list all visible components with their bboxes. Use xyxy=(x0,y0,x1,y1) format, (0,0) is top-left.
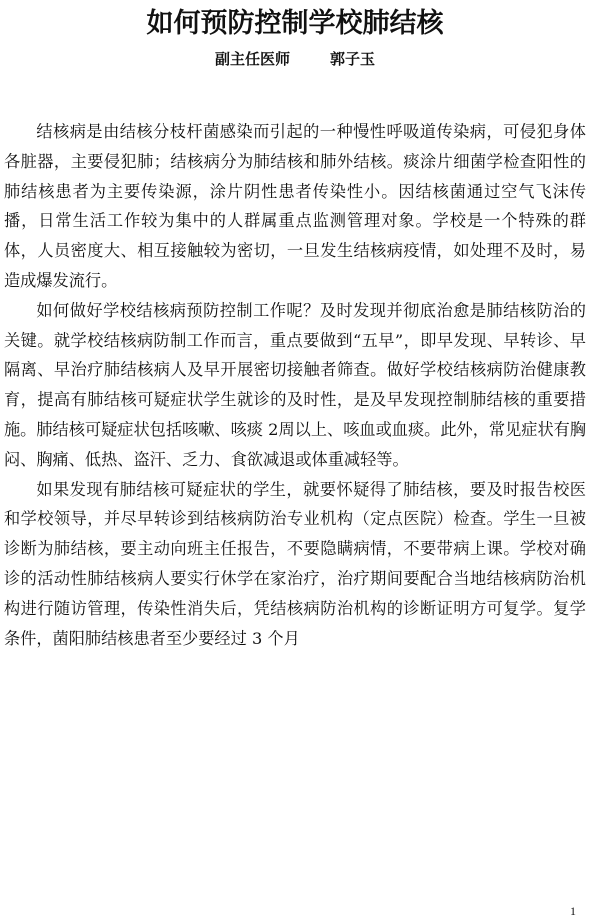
article-body xyxy=(4,117,586,653)
paragraph: 如何做好学校结核病预防控制工作呢？及时发现并彻底治愈是肺结核防治的关键。就学校结核病防制工作而言，重点要做到“五早”，即早发现、早转诊、早隔离、早治疗肺结核病人及早开展密切接触者筛查。做好学校结核病防治健康教育，提高有肺结核可疑症状学生就诊的及时性，是及早发现控制肺结核的重要措施。肺结核可疑症状包括咳嗽、咳痰 2周以上、咳血或血痰。此外，常见症状有胸闷、胸痛、低热、盗汗、乏力、食欲减退或体重减轻等。 xyxy=(4,300,587,469)
paragraph: 如果发现有肺结核可疑症状的学生，就要怀疑得了肺结核，要及时报告校医和学校领导，并尽早转诊到结核病防治专业机构（定点医院）检查。学生一旦被诊断为肺结核，要主动向班主任报告，不要隐瞒病情，不要带病上课。学校对确诊的活动性肺结核病人要实行休学在家治疗，治疗期间要配合当地结核病防治机构进行随访管理，传染性消失后，凭结核病防治机构的诊断证明方可复学。复学条件，菌阳肺结核患者至少要经过 3 个月 xyxy=(4,479,586,648)
page-title: 如何预防控制学校肺结核 xyxy=(146,8,444,39)
paragraph: 结核病是由结核分枝杆菌感染而引起的一种慢性呼吸道传染病，可侵犯身体各脏器，主要侵犯肺；结核病分为肺结核和肺外结核。痰涂片细菌学检查阳性的肺结核患者为主要传染源，涂片阴性患者传染性小。因结核菌通过空气飞沫传播，日常生活工作较为集中的人群属重点监测管理对象。学校是一个特殊的群体，人员密度大、相互接触较为密切，一旦发生结核病疫情，如处理不及时，易造成爆发流行。 xyxy=(4,122,586,290)
author-role: 副主任医师 xyxy=(214,50,290,68)
author-name: 郭子玉 xyxy=(330,50,376,68)
page-number: 1 xyxy=(570,904,576,918)
byline xyxy=(0,48,590,70)
